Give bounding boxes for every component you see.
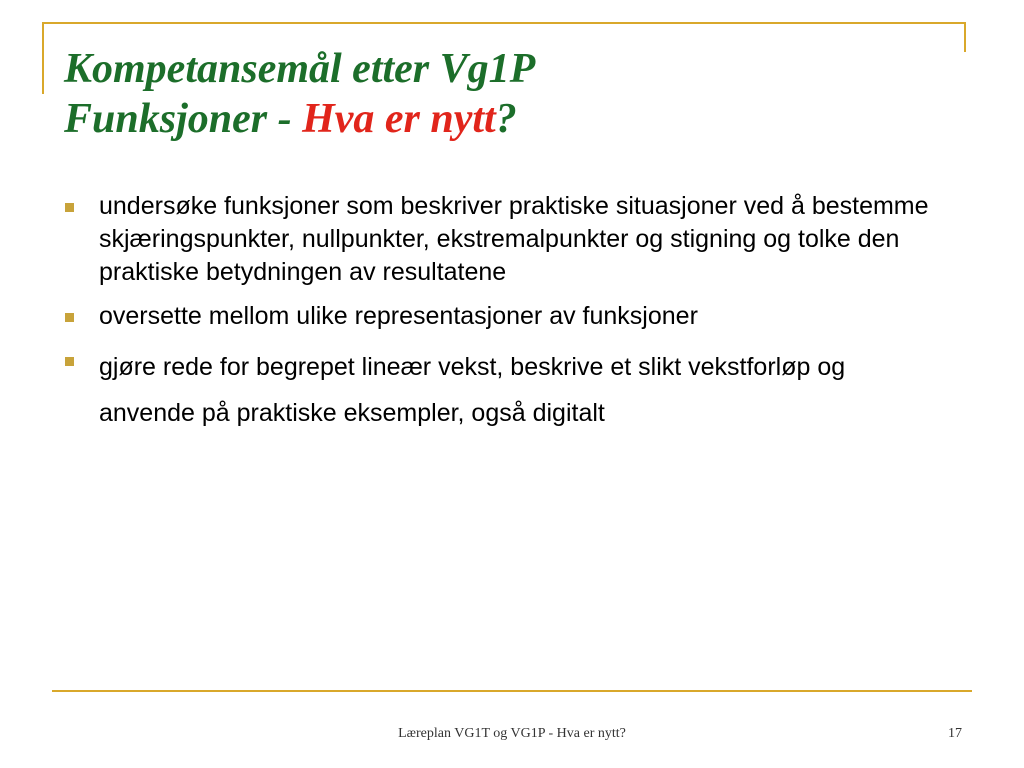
bullet-item xyxy=(64,344,944,436)
square-bullet-icon xyxy=(65,313,74,322)
title-line-2-suffix: ? xyxy=(495,96,517,142)
title-line-2 xyxy=(64,94,944,144)
bullet-text: undersøke funksjoner som beskriver praktiske situasjoner ved å bestemme skjæringspunkter, nullpunkter, ekstremalpunkter og stigning og tolke den praktiske betydningen av resultatene xyxy=(99,192,929,286)
square-bullet-icon xyxy=(65,357,74,366)
frame-top-line xyxy=(42,22,966,24)
frame-right-line xyxy=(964,22,966,52)
bullet-item xyxy=(64,300,944,333)
slide-title xyxy=(64,44,944,144)
bullet-list xyxy=(64,190,944,447)
bullet-text: oversette mellom ulike representasjoner av funksjoner xyxy=(99,302,698,330)
square-bullet-icon xyxy=(65,203,74,212)
page-number: 17 xyxy=(948,726,962,741)
frame-left-line xyxy=(42,22,44,94)
title-highlight: Hva er nytt xyxy=(302,96,496,142)
bullet-item xyxy=(64,190,944,289)
title-line-1: Kompetansemål etter Vg1P xyxy=(64,46,536,92)
footer-divider xyxy=(52,690,972,692)
footer-text: Læreplan VG1T og VG1P - Hva er nytt? xyxy=(398,726,626,741)
title-line-2-prefix: Funksjoner - xyxy=(64,96,303,142)
bullet-text: gjøre rede for begrepet lineær vekst, beskrive et slikt vekstforløp og anvende på praktiske eksempler, også digitalt xyxy=(99,353,846,427)
